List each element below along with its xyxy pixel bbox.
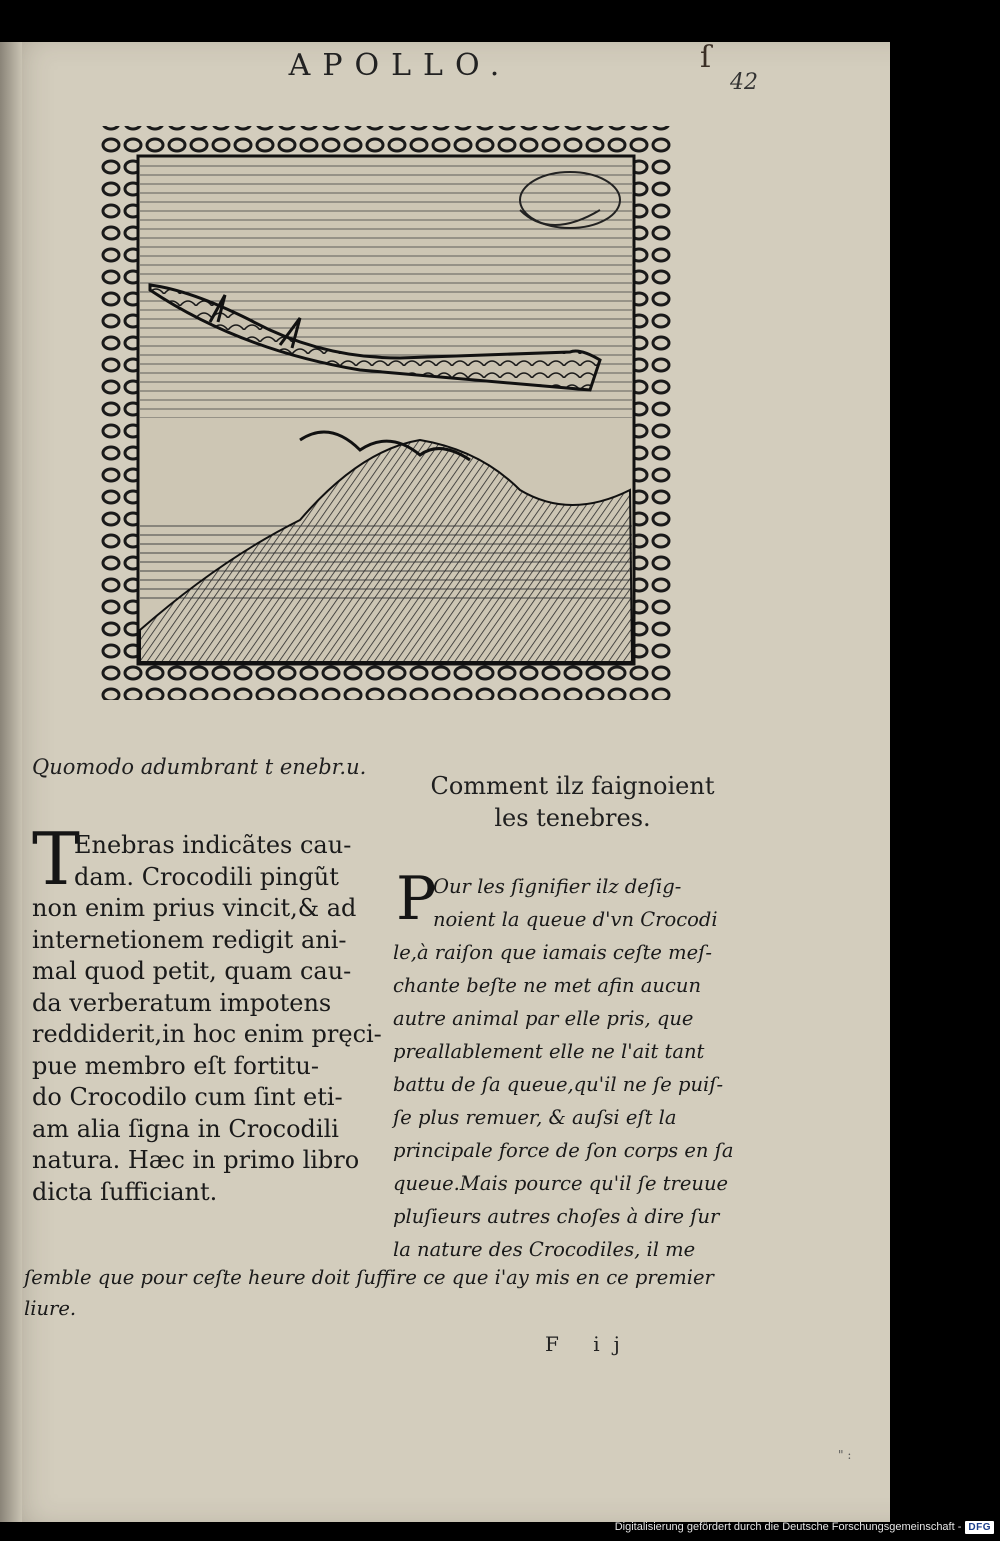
footer-text: Digitalisierung gefördert durch die Deutsche Forschungsgemeinschaft - bbox=[614, 1521, 962, 1533]
woodcut-illustration bbox=[100, 90, 672, 700]
text-line: queue.Mais pource qu'il ſe treuue bbox=[393, 1172, 729, 1195]
dfg-logo-icon: DFG bbox=[965, 1521, 994, 1534]
page-number: 42 bbox=[730, 70, 758, 95]
text-line: do Crocodilo cum ſint eti- bbox=[32, 1083, 343, 1111]
text-line: preallablement elle ne l'ait tant bbox=[393, 1040, 705, 1063]
text-line: Our les ſignifier ilz deſig- bbox=[433, 875, 682, 898]
text-line: da verberatum impotens bbox=[32, 988, 332, 1017]
latin-heading: Quomodo adumbrant t enebr.u. bbox=[32, 755, 367, 779]
french-dropcap: P bbox=[396, 864, 437, 934]
ink-mark: ſ bbox=[700, 40, 712, 75]
french-body bbox=[393, 864, 743, 1266]
french-tail bbox=[24, 1262, 744, 1324]
text-line: ſemble que pour ceſte heure doit ſuffire ce que i'ay mis en ce premier bbox=[24, 1266, 714, 1289]
text-line: battu de ſa queue,qu'il ne ſe puiſ- bbox=[393, 1073, 724, 1096]
latin-body bbox=[32, 830, 382, 1208]
text-line: le,à raiſon que iamais ceſte meſ- bbox=[393, 941, 712, 964]
text-line: noient la queue d'vn Crocodi bbox=[433, 908, 718, 931]
signature-mark: F ij bbox=[545, 1332, 634, 1356]
text-line: autre animal par elle pris, que bbox=[393, 1007, 694, 1030]
text-line: mal quod petit, quam cau- bbox=[32, 957, 352, 985]
text-line: am alia ſigna in Crocodili bbox=[32, 1114, 339, 1143]
french-heading-line-1: Comment ilz faignoient bbox=[430, 772, 715, 800]
latin-dropcap: T bbox=[32, 817, 81, 901]
text-line: la nature des Crocodiles, il me bbox=[393, 1238, 696, 1261]
text-line: dam. Crocodili pingũt bbox=[74, 862, 339, 891]
text-line: natura. Hæc in primo libro bbox=[32, 1146, 360, 1174]
text-line: internetionem redigit ani- bbox=[32, 925, 347, 954]
text-line: non enim prius vincit,& ad bbox=[32, 894, 357, 922]
text-line: liure. bbox=[24, 1297, 77, 1320]
text-line: dicta ſufficiant. bbox=[32, 1177, 218, 1206]
text-line: chante beſte ne met afin aucun bbox=[393, 974, 702, 997]
french-heading-line-2: les tenebres. bbox=[494, 804, 651, 832]
text-line: pue membro eſt fortitu- bbox=[32, 1051, 319, 1080]
page-gutter bbox=[0, 42, 22, 1522]
funding-footer bbox=[615, 1519, 994, 1535]
text-line: principale force de ſon corps en ſa bbox=[393, 1139, 734, 1162]
text-line: pluſieurs autres choſes à dire ſur bbox=[393, 1205, 720, 1228]
text-line: ſe plus remuer, & auſsi eſt la bbox=[393, 1106, 677, 1129]
french-heading bbox=[400, 770, 745, 834]
text-line: Enebras indicãtes cau- bbox=[74, 831, 352, 859]
text-line: reddiderit,in hoc enim pręci- bbox=[32, 1020, 382, 1048]
running-head: APOLLO. bbox=[288, 48, 512, 83]
corner-mark: " : bbox=[838, 1448, 852, 1462]
